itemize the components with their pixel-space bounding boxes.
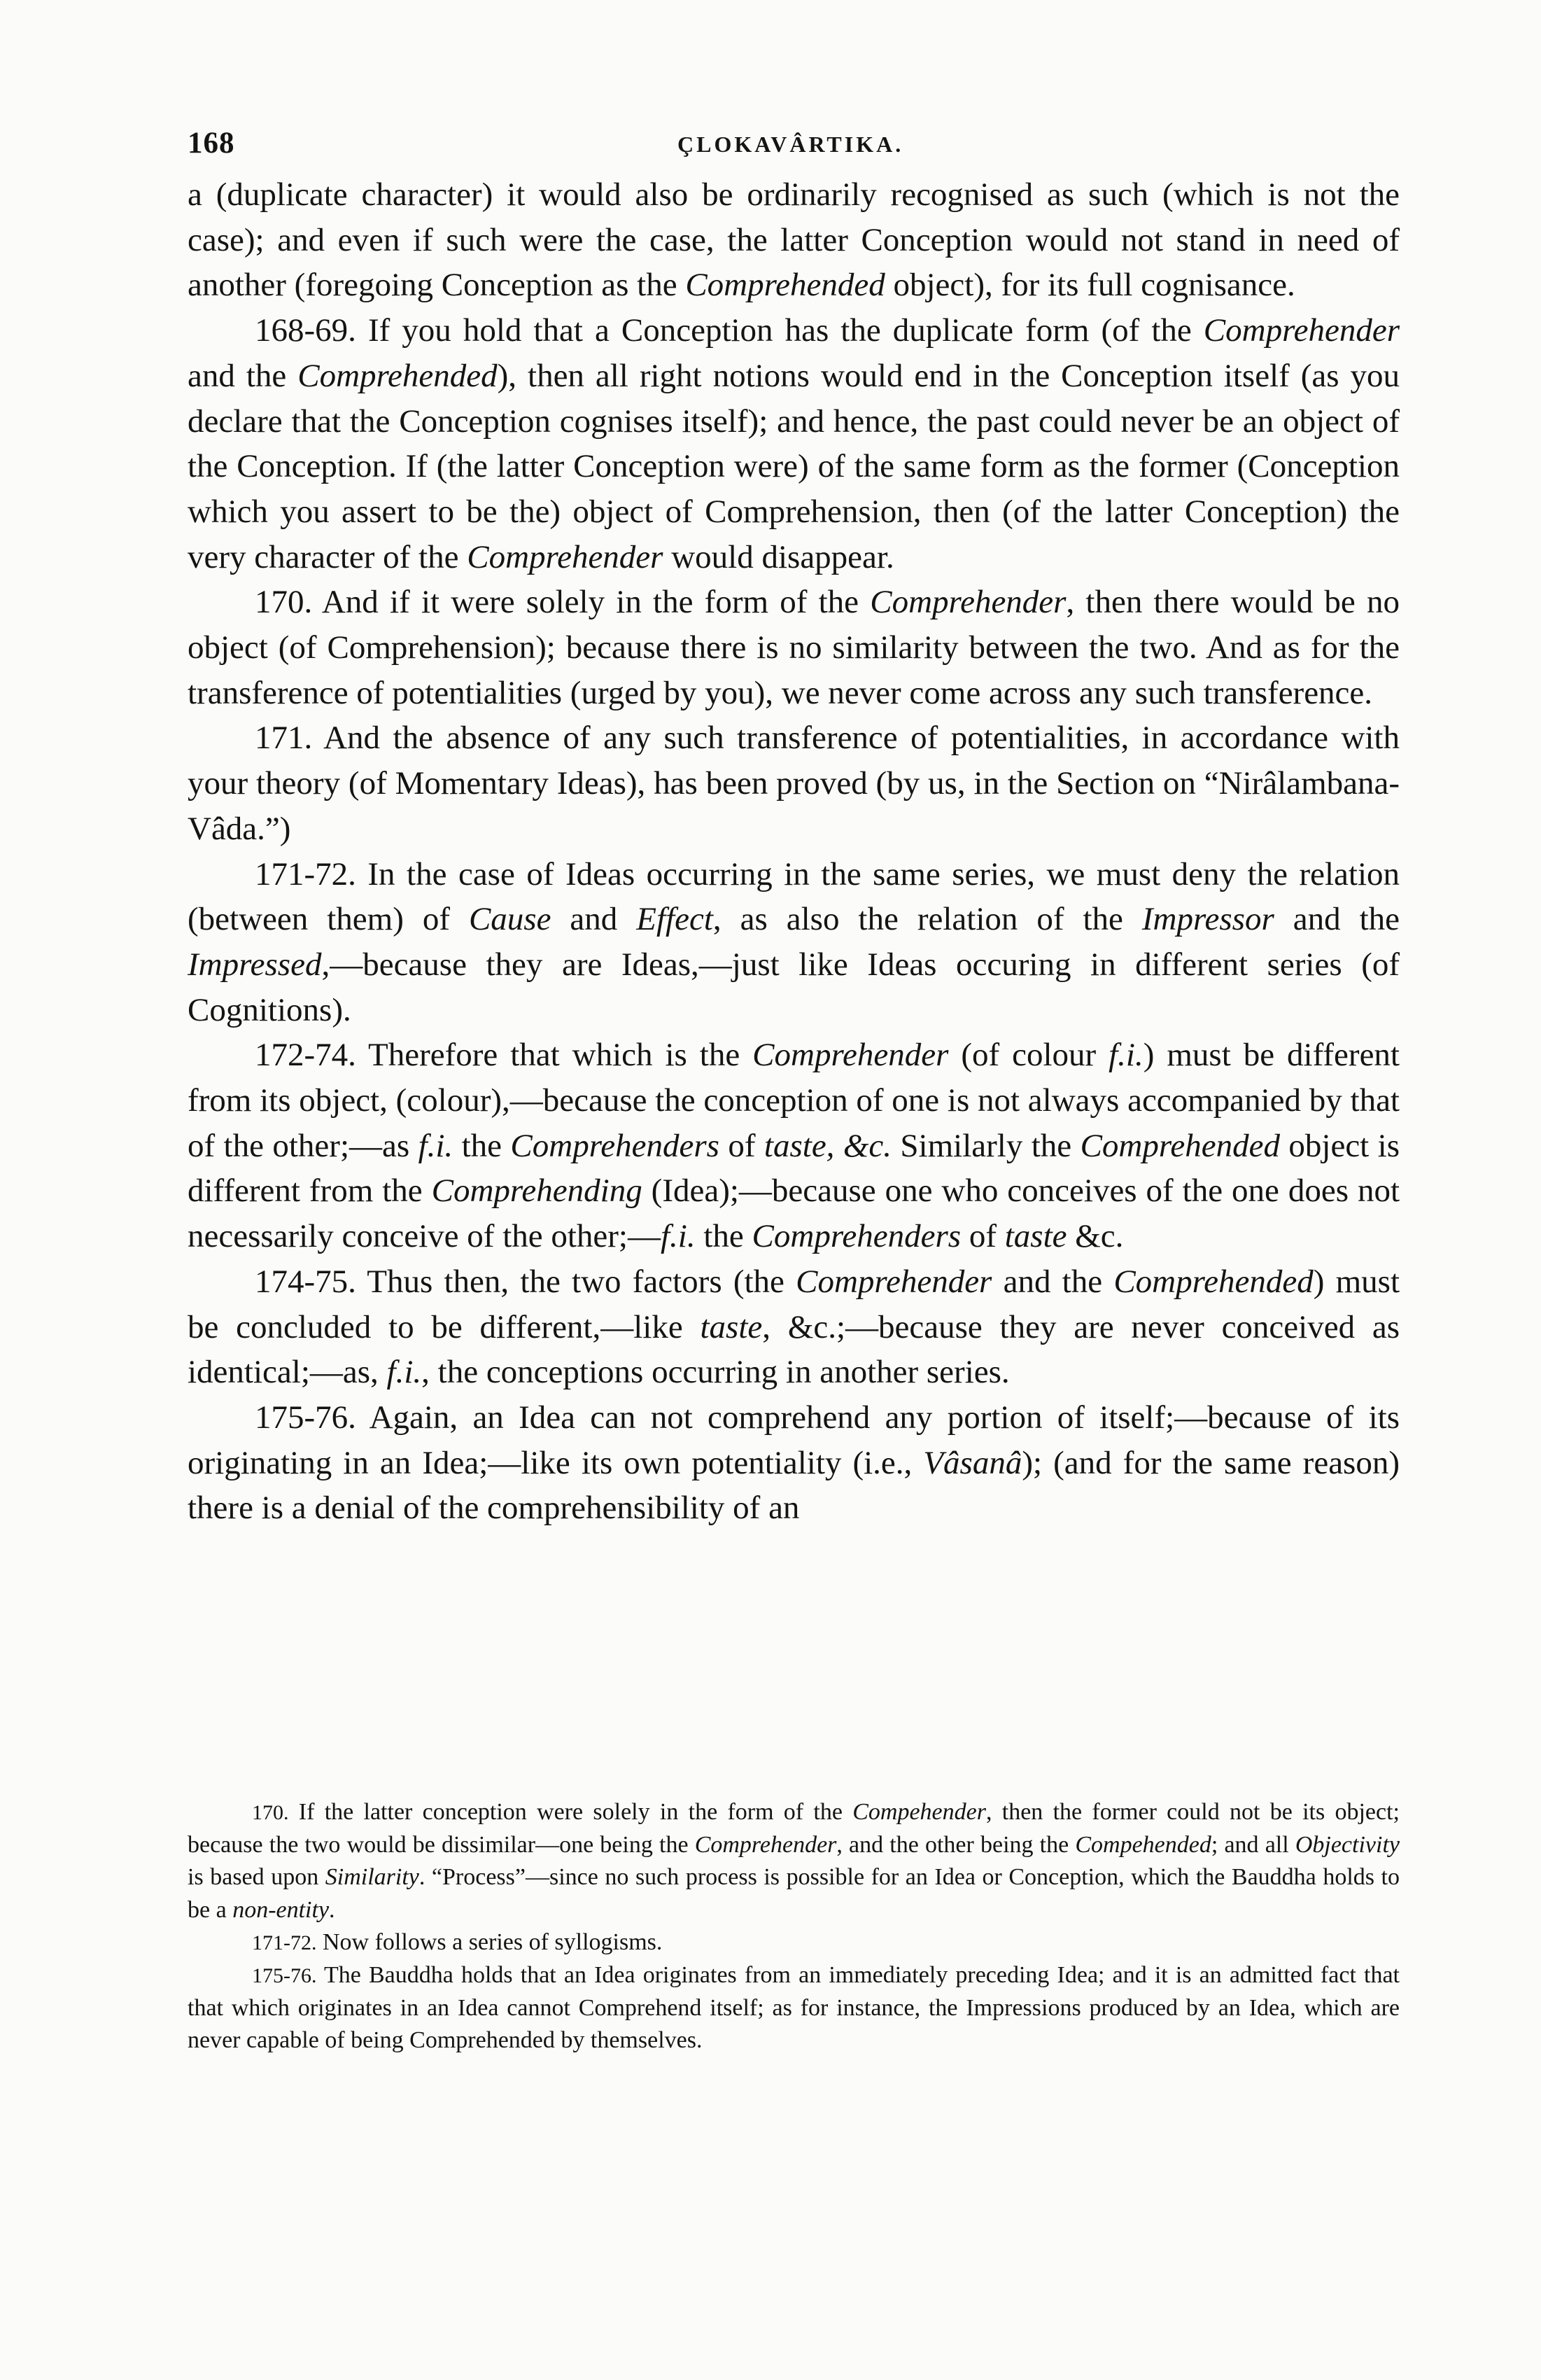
text-run: ; and all: [1211, 1832, 1295, 1858]
verse-number: 171-72.: [255, 855, 356, 892]
verse-number: 172-74.: [255, 1037, 356, 1074]
text-run: , &c.;—because they are never conceived as identical;—as,: [188, 1308, 1400, 1391]
text-run: If you hold that a Conception has the duplicate form (of the: [356, 312, 1204, 349]
text-run: (Idea);—because one who conceives of the one does not necessarily conceive of the other;—: [188, 1172, 1400, 1255]
emphasis: Vâsanâ: [923, 1444, 1022, 1481]
text-run: and the: [188, 357, 298, 394]
text-run: object is different from the: [188, 1127, 1400, 1210]
emphasis: f.i.: [1109, 1037, 1144, 1074]
text-run: . “Process”—since no such process is possible for an Idea or Conception, which the Bauddha holds to be a: [188, 1864, 1400, 1923]
text-run: and the: [1274, 901, 1400, 938]
paragraph-continuation: [188, 172, 1400, 308]
text-run: and the: [992, 1263, 1114, 1300]
main-text: [188, 172, 1400, 1531]
text-run: ,—because they are Ideas,—just like Ideas occuring in different series (of Cognitions).: [188, 946, 1400, 1028]
text-run: &c.: [1067, 1218, 1124, 1255]
emphasis: f.i.: [661, 1218, 696, 1255]
text-run: Again, an Idea can not comprehend any portion of itself;—because of its originating in an Idea;—like its own potentiality (i.e.,: [188, 1399, 1400, 1481]
text-run: ) must be concluded to be different,—like: [188, 1263, 1400, 1345]
footnotes: [188, 1796, 1400, 2057]
text-run: .: [329, 1896, 335, 1923]
emphasis: Comprehended: [1113, 1263, 1314, 1300]
emphasis: Comprehender: [1203, 312, 1400, 349]
emphasis: taste, &c.: [764, 1127, 892, 1164]
emphasis: Similarity: [325, 1864, 419, 1891]
verse-171-72: [188, 852, 1400, 1033]
footnote-number: 175-76.: [252, 1964, 317, 1988]
text-run: Thus then, the two factors (the: [356, 1263, 796, 1300]
emphasis: Comprehended: [685, 267, 885, 304]
text-run: ), then all right notions would end in the Conception itself (as you declare that the Conception cognises itself); and hence, the past could never be an object of the Conception. If (the latter Conception were) of the same form as the former (Conception which you assert to be the) object of Comprehension, then (of the latter Conception) the very character of the: [188, 357, 1400, 575]
verse-168-69: [188, 308, 1400, 580]
footnote-number: 170.: [252, 1801, 289, 1824]
emphasis: f.i.: [418, 1127, 453, 1164]
text-run: , then there would be no object (of Comprehension); because there is no similarity between the two. And as for the transference of potentialities (urged by you), we never come across any such transference.: [188, 584, 1400, 711]
text-run: , then the former could not be its object; because the two would be dissimilar—one being the: [188, 1799, 1400, 1858]
text-run: ); (and for the same reason) there is a denial of the comprehensibility of an: [188, 1444, 1400, 1527]
emphasis: Comprehender: [467, 538, 663, 575]
emphasis: Comprehended: [297, 357, 498, 394]
text-run: the: [695, 1218, 752, 1255]
emphasis: f.i.: [386, 1354, 422, 1391]
verse-number: 171.: [255, 720, 313, 757]
running-head: [188, 126, 1398, 168]
text-run: would disappear.: [663, 538, 894, 575]
emphasis: Comprehending: [431, 1172, 642, 1210]
text-run: In the case of Ideas occurring in the same series, we must deny the relation (between them) of: [188, 855, 1400, 938]
text-run: the: [453, 1127, 511, 1164]
text-run: of: [719, 1127, 764, 1164]
running-title: ÇLOKAVÂRTIKA.: [677, 132, 904, 157]
text-run: , and the other being the: [836, 1832, 1076, 1858]
emphasis: non-entity: [232, 1896, 330, 1923]
footnote-170: [188, 1796, 1400, 1926]
footnote-175-76: [188, 1959, 1400, 2057]
emphasis: Compehender: [852, 1799, 986, 1825]
text-run: of: [961, 1218, 1005, 1255]
text-run: The Bauddha holds that an Idea originates from an immediately preceding Idea; and it is an admitted fact that that which originates in an Idea cannot Comprehend itself; as for instance, the Impressions produced by an Idea, which are never capable of being Comprehended by themselves.: [188, 1962, 1400, 2054]
emphasis: Comprehended: [1080, 1127, 1280, 1164]
emphasis: Comprehender: [752, 1037, 949, 1074]
emphasis: Cause: [468, 901, 551, 938]
emphasis: Comprehender: [694, 1832, 837, 1858]
text-run: Similarly the: [892, 1127, 1081, 1164]
text-run: , the conceptions occurring in another series.: [421, 1354, 1010, 1391]
emphasis: taste: [700, 1308, 763, 1345]
verse-174-75: [188, 1259, 1400, 1395]
text-run: , as also the relation of the: [712, 901, 1142, 938]
text-run: Now follows a series of syllogisms.: [316, 1928, 663, 1955]
text-run: If the latter conception were solely in the form of the: [288, 1799, 853, 1825]
verse-172-74: [188, 1032, 1400, 1259]
verse-175-76: [188, 1395, 1400, 1531]
verse-number: 174-75.: [255, 1263, 356, 1300]
emphasis: Impressor: [1141, 901, 1274, 938]
page-number: 168: [188, 127, 235, 160]
emphasis: Impressed: [188, 946, 322, 983]
verse-171: [188, 715, 1400, 851]
emphasis: Comprehenders: [510, 1127, 719, 1164]
verse-number: 175-76.: [255, 1399, 356, 1436]
text-run: ) must be different from its object, (colour),—because the conception of one is not always accompanied by that of the other;—as: [188, 1037, 1400, 1164]
emphasis: Comprehender: [796, 1263, 992, 1300]
emphasis: Objectivity: [1295, 1832, 1400, 1858]
text-run: is based upon: [188, 1864, 325, 1891]
emphasis: Effect: [636, 901, 713, 938]
text-run: a (duplicate character) it would also be ordinarily recognised as such (which is not the case); and even if such were the case, the latter Conception would not stand in need of another (foregoing Conception as the: [188, 176, 1400, 304]
verse-number: 168-69.: [255, 312, 356, 349]
text-run: object), for its full cognisance.: [885, 267, 1295, 304]
text-run: (of colour: [948, 1037, 1109, 1074]
emphasis: Comprehenders: [752, 1218, 962, 1255]
footnote-171-72: [188, 1926, 1400, 1959]
footnote-number: 171-72.: [252, 1931, 317, 1954]
text-run: And the absence of any such transference of potentialities, in accordance with your theory (of Momentary Ideas), has been proved (by us, in the Section on “Nirâlambana-Vâda.”): [188, 720, 1400, 847]
text-run: Therefore that which is the: [356, 1037, 753, 1074]
text-run: And if it were solely in the form of the: [312, 584, 871, 621]
verse-number: 170.: [255, 584, 313, 621]
text-run: and: [551, 901, 637, 938]
emphasis: Comprehender: [870, 584, 1067, 621]
emphasis: Compehended: [1075, 1832, 1211, 1858]
verse-170: [188, 580, 1400, 715]
emphasis: taste: [1004, 1218, 1067, 1255]
